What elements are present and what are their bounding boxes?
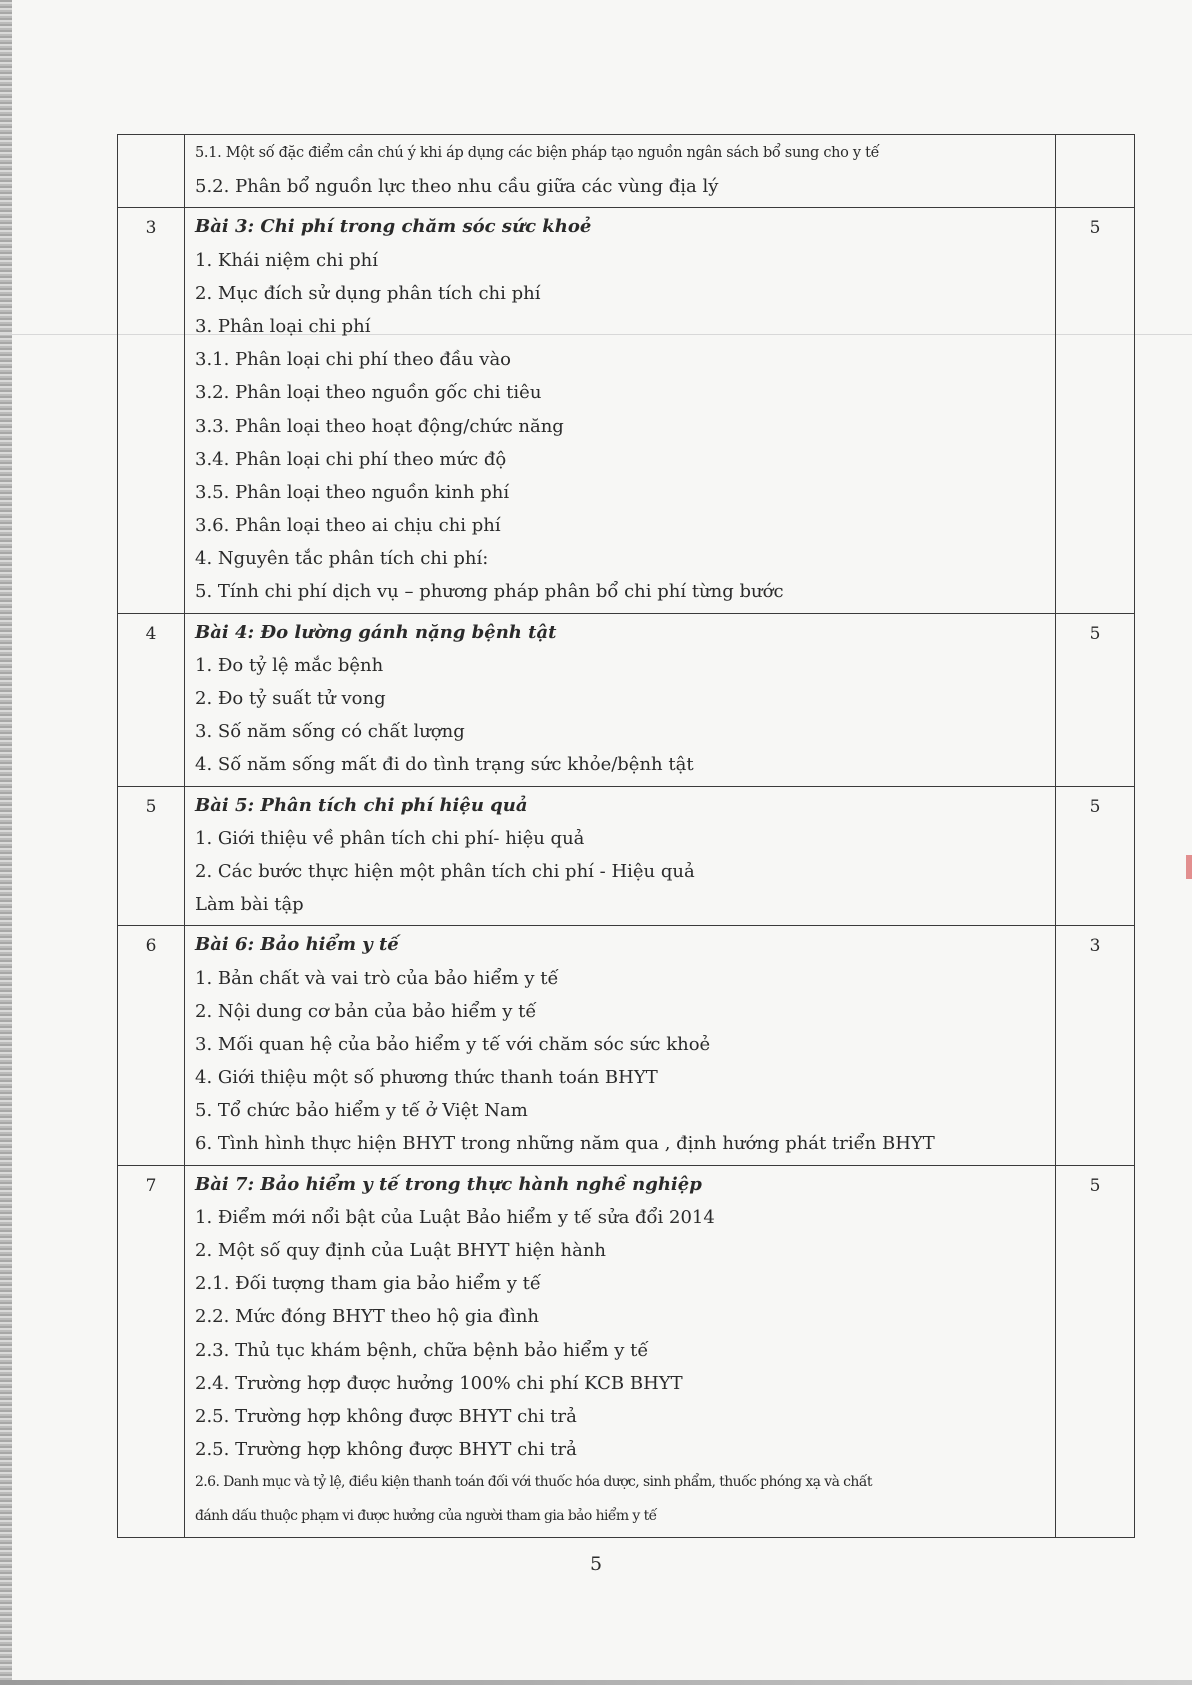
content-line: 4. Nguyên tắc phân tích chi phí: — [195, 548, 489, 570]
content-line: 1. Đo tỷ lệ mắc bệnh — [195, 654, 384, 676]
content-line: 1. Điểm mới nổi bật của Luật Bảo hiểm y tế sửa đổi 2014 — [195, 1206, 715, 1228]
lesson-hours: 5 — [1056, 208, 1135, 613]
lesson-title: Bài 3: Chi phí trong chăm sóc sức khoẻ — [195, 216, 592, 238]
lesson-content — [185, 926, 1056, 1165]
lesson-row — [118, 1165, 1135, 1537]
lesson-number: 4 — [118, 613, 185, 786]
content-line: 5. Tính chi phí dịch vụ – phương pháp phân bổ chi phí từng bước — [195, 581, 784, 603]
lesson-row — [118, 208, 1135, 613]
content-line: 2.6. Danh mục và tỷ lệ, điều kiện thanh toán đối với thuốc hóa dược, sinh phẩm, thuốc phóng xạ và chất — [195, 1474, 872, 1491]
lesson-hours: 3 — [1056, 926, 1135, 1165]
scan-bottom-edge — [0, 1680, 1192, 1685]
content-line: Làm bài tập — [195, 894, 304, 916]
lesson-title: Bài 4: Đo lường gánh nặng bệnh tật — [195, 621, 557, 643]
scan-color-mark — [1186, 855, 1192, 879]
lesson-number: 3 — [118, 208, 185, 613]
content-line: 1. Bản chất và vai trò của bảo hiểm y tế — [195, 967, 559, 989]
content-line: 3. Mối quan hệ của bảo hiểm y tế với chăm sóc sức khoẻ — [195, 1033, 711, 1055]
lesson-row — [118, 135, 1135, 208]
lesson-hours: 5 — [1056, 786, 1135, 926]
lesson-content — [185, 208, 1056, 613]
content-line: đánh dấu thuộc phạm vi được hưởng của người tham gia bảo hiểm y tế — [195, 1507, 657, 1524]
content-line: 4. Số năm sống mất đi do tình trạng sức khỏe/bệnh tật — [195, 754, 694, 776]
page-number: 5 — [589, 1553, 603, 1575]
content-line: 5.2. Phân bổ nguồn lực theo nhu cầu giữa các vùng địa lý — [195, 176, 719, 198]
content-line: 3.2. Phân loại theo nguồn gốc chi tiêu — [195, 382, 542, 404]
content-line: 3.5. Phân loại theo nguồn kinh phí — [195, 481, 510, 503]
curriculum-table — [117, 134, 1135, 1538]
lesson-content — [185, 786, 1056, 926]
content-line: 3.1. Phân loại chi phí theo đầu vào — [195, 349, 512, 371]
lesson-hours: 5 — [1056, 1165, 1135, 1537]
content-line: 2.2. Mức đóng BHYT theo hộ gia đình — [195, 1306, 540, 1328]
content-line: 5.1. Một số đặc điểm cần chú ý khi áp dụng các biện pháp tạo nguồn ngân sách bổ sung cho y tế — [195, 145, 880, 161]
content-line: 5. Tổ chức bảo hiểm y tế ở Việt Nam — [195, 1100, 528, 1122]
content-line: 4. Giới thiệu một số phương thức thanh toán BHYT — [195, 1067, 658, 1089]
content-line: 2.5. Trường hợp không được BHYT chi trả — [195, 1405, 577, 1427]
content-line: 2.5. Trường hợp không được BHYT chi trả — [195, 1439, 577, 1461]
lesson-number: 5 — [118, 786, 185, 926]
content-line: 1. Giới thiệu về phân tích chi phí- hiệu quả — [195, 827, 585, 849]
content-line: 2.3. Thủ tục khám bệnh, chữa bệnh bảo hiểm y tế — [195, 1339, 649, 1361]
lesson-content — [185, 135, 1056, 208]
content-line: 2. Nội dung cơ bản của bảo hiểm y tế — [195, 1000, 537, 1022]
content-line: 2.4. Trường hợp được hưởng 100% chi phí KCB BHYT — [195, 1372, 683, 1394]
lesson-title: Bài 7: Bảo hiểm y tế trong thực hành nghề nghiệp — [195, 1173, 702, 1195]
content-line: 2. Các bước thực hiện một phân tích chi phí - Hiệu quả — [195, 860, 695, 882]
content-line: 3.4. Phân loại chi phí theo mức độ — [195, 448, 507, 470]
lesson-number — [118, 135, 185, 208]
lesson-row — [118, 786, 1135, 926]
lesson-hours: 5 — [1056, 613, 1135, 786]
content-line: 2.1. Đối tượng tham gia bảo hiểm y tế — [195, 1273, 541, 1295]
content-line: 1. Khái niệm chi phí — [195, 249, 378, 271]
curriculum-table-body — [118, 135, 1135, 1538]
lesson-row — [118, 613, 1135, 786]
lesson-content — [185, 613, 1056, 786]
content-line: 6. Tình hình thực hiện BHYT trong những năm qua , định hướng phát triển BHYT — [195, 1133, 935, 1155]
content-line: 3. Phân loại chi phí — [195, 315, 371, 337]
content-line: 2. Mục đích sử dụng phân tích chi phí — [195, 282, 541, 304]
lesson-title: Bài 5: Phân tích chi phí hiệu quả — [195, 794, 528, 816]
content-line: 3.3. Phân loại theo hoạt động/chức năng — [195, 415, 564, 437]
lesson-title: Bài 6: Bảo hiểm y tế — [195, 934, 399, 956]
content-line: 2. Một số quy định của Luật BHYT hiện hành — [195, 1240, 607, 1261]
lesson-hours — [1056, 135, 1135, 208]
lesson-content — [185, 1165, 1056, 1537]
content-line: 3.6. Phân loại theo ai chịu chi phí — [195, 515, 501, 537]
lesson-number: 6 — [118, 926, 185, 1165]
content-line: 2. Đo tỷ suất tử vong — [195, 688, 386, 709]
lesson-number: 7 — [118, 1165, 185, 1537]
scan-left-edge — [0, 0, 12, 1685]
lesson-row — [118, 926, 1135, 1165]
content-line: 3. Số năm sống có chất lượng — [195, 721, 465, 743]
